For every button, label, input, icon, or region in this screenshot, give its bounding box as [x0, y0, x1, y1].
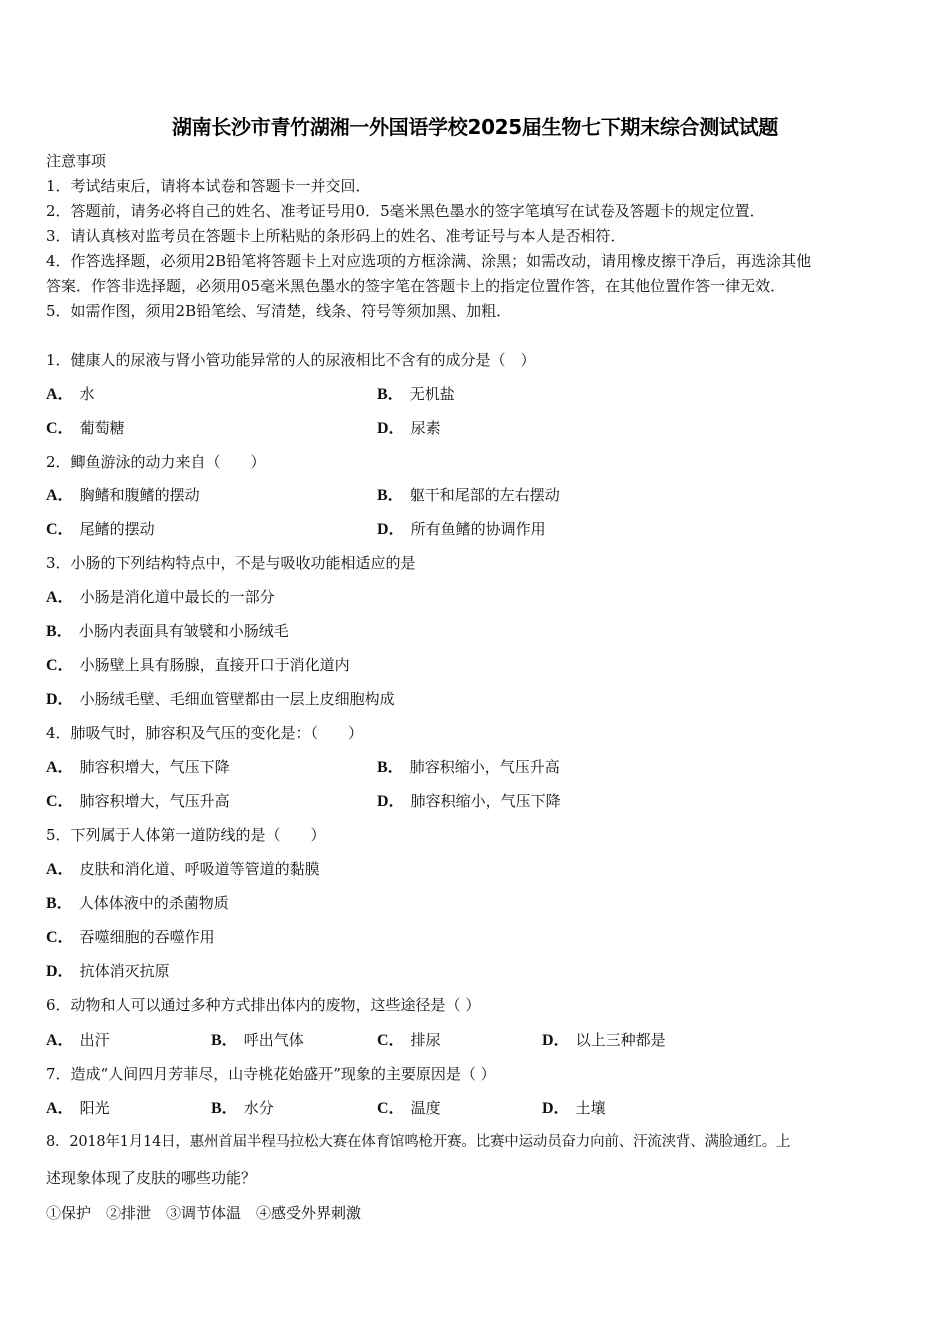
- option: B． 呼出气体: [211, 1031, 304, 1049]
- option: A． 小肠是消化道中最长的一部分: [46, 588, 275, 606]
- option: D． 尿素: [377, 419, 441, 437]
- option: A． 阳光: [46, 1099, 110, 1117]
- page-title: 湖南长沙市青竹湖湘一外国语学校2025届生物七下期末综合测试试题: [171, 115, 779, 139]
- notice-item: 答案．作答非选择题，必须用05毫米黑色墨水的签字笔在答题卡上的指定位置作答，在其他位置作答一律无效．: [46, 277, 786, 295]
- notice-heading: 注意事项: [46, 152, 107, 170]
- option: C． 吞噬细胞的吞噬作用: [46, 928, 215, 946]
- option: B． 水分: [211, 1099, 274, 1117]
- option: C． 温度: [377, 1099, 441, 1117]
- option: C． 葡萄糖: [46, 419, 125, 437]
- question-stem: 2．鲫鱼游泳的动力来自（ ）: [46, 453, 266, 471]
- option: D． 所有鱼鳍的协调作用: [377, 520, 546, 538]
- option: B． 小肠内表面具有皱襞和小肠绒毛: [46, 622, 289, 640]
- option: B． 人体体液中的杀菌物质: [46, 894, 229, 912]
- notice-item: 3．请认真核对监考员在答题卡上所粘贴的条形码上的姓名、准考证号与本人是否相符．: [46, 227, 626, 245]
- question-stem: 6．动物和人可以通过多种方式排出体内的废物，这些途径是（ ）: [46, 996, 481, 1014]
- option: B． 无机盐: [377, 385, 455, 403]
- option: C． 小肠壁上具有肠腺，直接开口于消化道内: [46, 656, 350, 674]
- option: B． 躯干和尾部的左右摆动: [377, 486, 560, 504]
- notice-item: 1．考试结束后，请将本试卷和答题卡一并交回．: [46, 177, 371, 195]
- option: A． 出汗: [46, 1031, 110, 1049]
- option: A． 皮肤和消化道、呼吸道等管道的黏膜: [46, 860, 320, 878]
- notice-item: 5．如需作图，须用2B铅笔绘、写清楚，线条、符号等须加黑、加粗．: [46, 302, 512, 320]
- option: D． 肺容积缩小，气压下降: [377, 792, 561, 810]
- question-stem: 7．造成“人间四月芳菲尽，山寺桃花始盛开”现象的主要原因是（ ）: [46, 1065, 496, 1083]
- option: C． 排尿: [377, 1031, 441, 1049]
- notice-item: 4．作答选择题，必须用2B铅笔将答题卡上对应选项的方框涂满、涂黑；如需改动，请用橡皮擦干净后，再选涂其他: [46, 252, 812, 270]
- option: D． 土壤: [542, 1099, 606, 1117]
- option: C． 尾鳍的摆动: [46, 520, 155, 538]
- option: A． 水: [46, 385, 95, 403]
- option: B． 肺容积缩小，气压升高: [377, 758, 560, 776]
- question-stem: 3．小肠的下列结构特点中，不是与吸收功能相适应的是: [46, 554, 416, 572]
- option: D． 以上三种都是: [542, 1031, 666, 1049]
- option: D． 抗体消灭抗原: [46, 962, 170, 980]
- question-choices: ①保护 ②排泄 ③调节体温 ④感受外界刺激: [46, 1204, 362, 1222]
- option: A． 胸鳍和腹鳍的摆动: [46, 486, 200, 504]
- question-stem: 8．2018年1月14日，惠州首届半程马拉松大赛在体育馆鸣枪开赛。比赛中运动员奋力向前、汗流浃背、满脸通红。上: [46, 1134, 791, 1150]
- option: C． 肺容积增大，气压升高: [46, 792, 230, 810]
- question-stem: 4．肺吸气时，肺容积及气压的变化是：（ ）: [46, 724, 364, 742]
- notice-item: 2．答题前，请务必将自己的姓名、准考证号用0．5毫米黑色墨水的签字笔填写在试卷及答题卡的规定位置．: [46, 202, 765, 220]
- option: D． 小肠绒毛壁、毛细血管壁都由一层上皮细胞构成: [46, 690, 395, 708]
- question-stem: 5．下列属于人体第一道防线的是（ ）: [46, 826, 326, 844]
- question-stem: 1．健康人的尿液与肾小管功能异常的人的尿液相比不含有的成分是（ ）: [46, 351, 536, 369]
- option: A． 肺容积增大，气压下降: [46, 758, 230, 776]
- question-stem-continued: 述现象体现了皮肤的哪些功能？: [46, 1169, 257, 1187]
